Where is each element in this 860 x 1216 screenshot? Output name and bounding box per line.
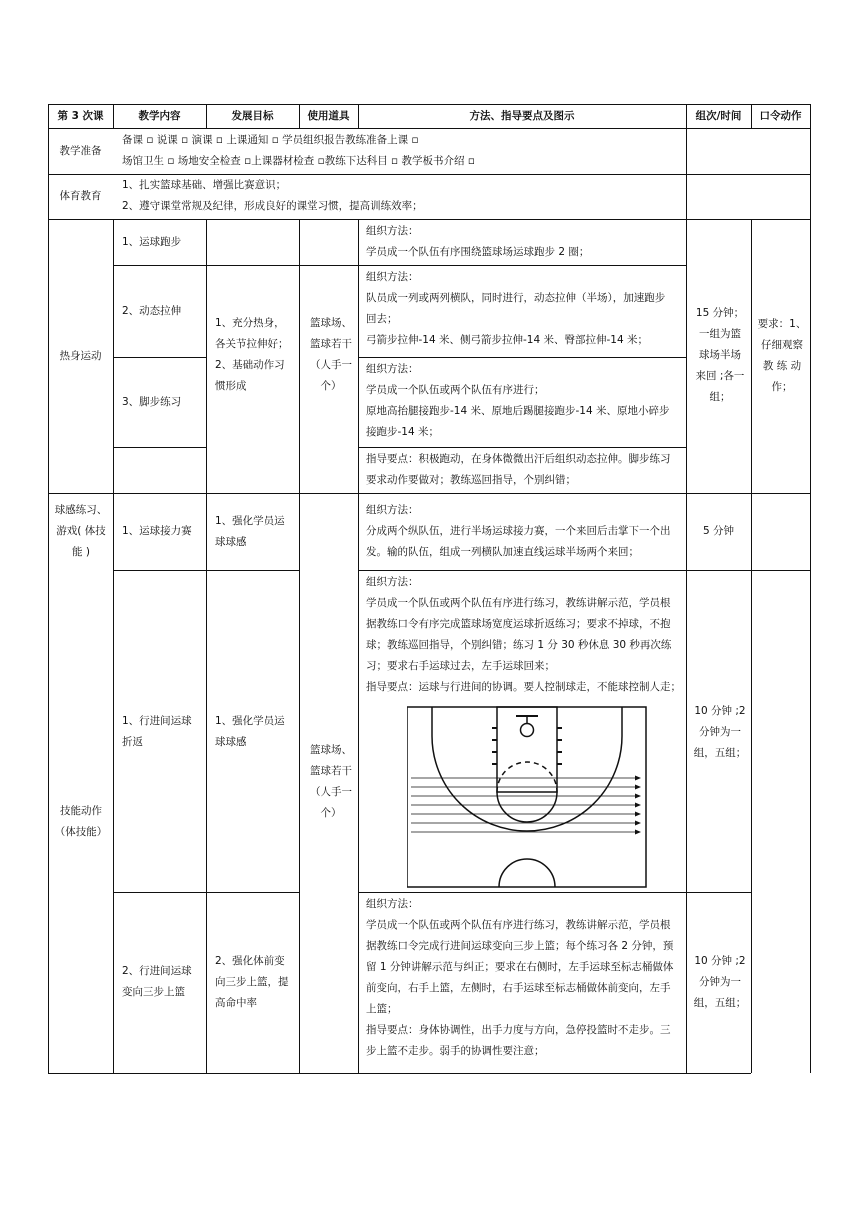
warmup-tools bbox=[306, 313, 356, 397]
method-line: 组织方法： bbox=[366, 898, 419, 910]
method-line: 学员成一个队伍或两个队伍有序进行； bbox=[366, 384, 545, 396]
method-line: 学员成一个队伍或两个队伍有序进行练习，教练讲解示范，学员根 bbox=[366, 597, 671, 609]
label-line: 技能动作 bbox=[60, 805, 102, 817]
time-line: 球场半场 bbox=[699, 349, 741, 361]
pe-text bbox=[122, 175, 682, 217]
tools-line: （人手一 bbox=[310, 786, 352, 798]
ballfeel-item: 1、运球接力赛 bbox=[122, 525, 192, 537]
time-line: 15 分钟； bbox=[695, 307, 745, 319]
warmup-method-3 bbox=[366, 359, 684, 443]
warmup-item: 2、动态拉伸 bbox=[122, 304, 182, 317]
label-line: 球感练习、 bbox=[54, 504, 108, 516]
skill-tools bbox=[306, 740, 356, 824]
warmup-label: 热身运动 bbox=[59, 349, 102, 362]
item-line: 变向三步上篮 bbox=[122, 986, 185, 998]
rule bbox=[358, 892, 751, 893]
time-line: 分钟为一 bbox=[699, 726, 741, 738]
command-line: 教 练 动 bbox=[762, 360, 802, 372]
rule bbox=[113, 219, 114, 1073]
warmup-method-1 bbox=[366, 221, 684, 263]
prep-label: 教学准备 bbox=[59, 144, 102, 157]
tools-line: 篮球场、 bbox=[310, 317, 352, 329]
time-line: 一组为篮 bbox=[699, 328, 741, 340]
method-line: 据教练口令有序完成篮球场宽度运球折返练习；要求不掉球，不抱 bbox=[366, 618, 671, 630]
method-line: 组织方法： bbox=[366, 271, 419, 283]
method-line: 学员成一个队伍有序围绕篮球场运球跑步 2 圈； bbox=[366, 246, 590, 258]
skill-item-1 bbox=[122, 711, 206, 753]
warmup-guidance bbox=[366, 449, 684, 491]
drill-arrow bbox=[635, 821, 641, 826]
lane-hash-marks bbox=[492, 728, 562, 764]
method-line: 接跑步-14 米； bbox=[366, 426, 439, 438]
method-line: 队员成一列或两列横队，同时进行，动态拉伸（半场），加速跑步 bbox=[366, 292, 666, 304]
item-line: 2、行进间运球 bbox=[122, 965, 192, 977]
pe-label: 体育教育 bbox=[59, 190, 102, 202]
warmup-method-2 bbox=[366, 267, 684, 351]
drill-arrow bbox=[635, 776, 641, 781]
header-lesson: 第 3 次课 bbox=[57, 109, 104, 122]
method-line: 习；要求右手运球过去，左手运球回来； bbox=[366, 660, 555, 672]
prep-line: 备课 ▫ 说课 ▫ 演课 ▫ 上课通知 ▫ 学员组织报告教练准备上课 ▫ bbox=[122, 134, 419, 146]
skill-method-2 bbox=[366, 894, 684, 1062]
method-line: 组织方法： bbox=[366, 225, 419, 237]
goal-line: 2、强化体前变 bbox=[215, 955, 285, 967]
drill-arrow bbox=[635, 812, 641, 817]
goal-line: 各关节拉伸好； bbox=[215, 338, 289, 350]
header-tools: 使用道具 bbox=[307, 109, 350, 122]
goal-line: 1、强化学员运 bbox=[215, 715, 285, 727]
ballfeel-time: 5 分钟 bbox=[702, 525, 735, 537]
prep-line: 场馆卫生 ▫ 场地安全检查 ▫上课器材检查 ▫教练下达科目 ▫ 教学板书介绍 ▫ bbox=[122, 155, 475, 167]
method-line: 组织方法： bbox=[366, 504, 419, 516]
method-line: 回去； bbox=[366, 313, 398, 325]
skill-time-2 bbox=[690, 951, 750, 1014]
free-throw-circle bbox=[497, 792, 557, 822]
method-line: 分成两个纵队伍，进行半场运球接力赛，一个来回后击掌下一个出 bbox=[366, 525, 671, 537]
method-line: 组织方法： bbox=[366, 363, 419, 375]
tools-line: 篮球若干 bbox=[310, 338, 352, 350]
drill-arrow bbox=[635, 785, 641, 790]
header-goal: 发展目标 bbox=[231, 109, 274, 122]
rule bbox=[48, 128, 810, 129]
method-line: 发。输的队伍，组成一列横队加速直线运球半场两个来回； bbox=[366, 546, 639, 558]
warmup-item: 3、脚步练习 bbox=[122, 395, 182, 408]
ballfeel-goal bbox=[215, 511, 299, 553]
method-line: 指导要点：积极跑动，在身体微微出汗后组织动态拉伸。脚步练习 bbox=[366, 453, 671, 465]
time-line: 组，五组； bbox=[693, 997, 747, 1009]
drill-arrow bbox=[635, 830, 641, 835]
drill-arrow bbox=[635, 794, 641, 799]
rule bbox=[206, 219, 207, 1073]
tools-line: 个） bbox=[320, 807, 342, 819]
warmup-command bbox=[755, 314, 809, 398]
skill-label bbox=[50, 801, 112, 843]
method-line: 指导要点：运球与行进间的协调。要人控制球走，不能球控制人走； bbox=[366, 681, 681, 693]
method-line: 球；教练巡回指导，个别纠错；练习 1 分 30 秒休息 30 秒再次练 bbox=[366, 639, 672, 651]
time-line: 分钟为一 bbox=[699, 976, 741, 988]
skill-item-2 bbox=[122, 961, 206, 1003]
drill-arrow bbox=[635, 803, 641, 808]
command-line: 作； bbox=[771, 381, 793, 393]
method-line: 组织方法： bbox=[366, 576, 419, 588]
goal-line: 向三步上篮，提 bbox=[215, 976, 289, 988]
tools-line: 个） bbox=[320, 380, 342, 392]
method-line: 据教练口令完成行进间运球变向三步上篮；每个练习各 2 分钟，预 bbox=[366, 940, 674, 952]
method-line: 上篮； bbox=[366, 1003, 398, 1015]
time-line: 组； bbox=[709, 391, 731, 403]
rule bbox=[358, 219, 359, 1073]
court-diagram bbox=[407, 706, 647, 888]
pe-line: 1、扎实篮球基础、增强比赛意识； bbox=[122, 179, 287, 191]
ballfeel-method bbox=[366, 500, 684, 563]
rule bbox=[358, 357, 686, 358]
three-point-line bbox=[432, 707, 622, 831]
tools-line: （人手一 bbox=[310, 359, 352, 371]
rim bbox=[521, 724, 534, 737]
center-circle bbox=[499, 859, 555, 887]
rule bbox=[113, 447, 206, 448]
label-line: 游戏( 体技 bbox=[56, 525, 106, 537]
method-line: 留 1 分钟讲解示范与纠正；要求在右侧时，左手运球至标志桶做体 bbox=[366, 961, 674, 973]
rule bbox=[686, 104, 687, 1073]
header-time: 组次/时间 bbox=[695, 109, 742, 122]
item-line: 1、行进间运球 bbox=[122, 715, 192, 727]
court-boundary bbox=[407, 707, 646, 887]
warmup-goal bbox=[215, 313, 299, 397]
command-line: 要求：1、 bbox=[757, 318, 807, 330]
rule bbox=[810, 104, 811, 1073]
rule bbox=[299, 219, 300, 1073]
skill-method-1 bbox=[366, 572, 684, 698]
goal-line: 2、基础动作习 bbox=[215, 359, 285, 371]
goal-line: 1、强化学员运 bbox=[215, 515, 285, 527]
skill-time-1 bbox=[690, 701, 750, 764]
goal-line: 球球感 bbox=[215, 536, 247, 548]
header-content: 教学内容 bbox=[138, 109, 181, 122]
header-method: 方法、指导要点及图示 bbox=[469, 109, 575, 122]
method-line: 前变向，右手上篮，左侧时，右手运球至标志桶做体前变向，左手 bbox=[366, 982, 671, 994]
rule bbox=[358, 447, 686, 448]
time-line: 10 分钟 ;2 bbox=[694, 705, 746, 717]
tools-line: 篮球场、 bbox=[310, 744, 352, 756]
goal-line: 球球感 bbox=[215, 736, 247, 748]
time-line: 组，五组； bbox=[693, 747, 747, 759]
rule bbox=[358, 570, 810, 571]
method-line: 弓箭步拉伸-14 米、侧弓箭步拉伸-14 米、臀部拉伸-14 米； bbox=[366, 334, 648, 346]
warmup-time bbox=[690, 303, 750, 408]
method-line: 原地高抬腿接跑步-14 米、原地后踢腿接跑步-14 米、原地小碎步 bbox=[366, 405, 670, 417]
method-line: 要求动作要做对；教练巡回指导，个别纠错； bbox=[366, 474, 576, 486]
command-line: 仔细观察 bbox=[761, 339, 803, 351]
warmup-item: 1、运球跑步 bbox=[122, 235, 182, 248]
prep-text bbox=[122, 130, 682, 172]
method-line: 指导要点：身体协调性，出手力度与方向，急停投篮时不走步。三 bbox=[366, 1024, 671, 1036]
skill-goal-1 bbox=[215, 711, 299, 753]
goal-line: 惯形成 bbox=[215, 380, 247, 392]
label-line: （体技能） bbox=[54, 826, 108, 838]
header-command: 口令动作 bbox=[759, 109, 802, 122]
rule bbox=[48, 1073, 751, 1074]
time-line: 来回 ;各一 bbox=[695, 370, 745, 382]
ballfeel-label bbox=[50, 500, 112, 563]
method-line: 学员成一个队伍或两个队伍有序进行练习，教练讲解示范，学员根 bbox=[366, 919, 671, 931]
time-line: 10 分钟 ;2 bbox=[694, 955, 746, 967]
item-line: 折返 bbox=[122, 736, 143, 748]
label-line: 能 ) bbox=[72, 546, 90, 558]
tools-line: 篮球若干 bbox=[310, 765, 352, 777]
goal-line: 高命中率 bbox=[215, 997, 257, 1009]
pe-line: 2、遵守课堂常规及纪律，形成良好的课堂习惯，提高训练效率； bbox=[122, 200, 423, 212]
skill-goal-2 bbox=[215, 951, 299, 1014]
method-line: 步上篮不走步。弱手的协调性要注意； bbox=[366, 1045, 545, 1057]
free-throw-circle-dashed bbox=[497, 762, 557, 792]
goal-line: 1、充分热身， bbox=[215, 317, 285, 329]
rule bbox=[751, 219, 752, 1073]
